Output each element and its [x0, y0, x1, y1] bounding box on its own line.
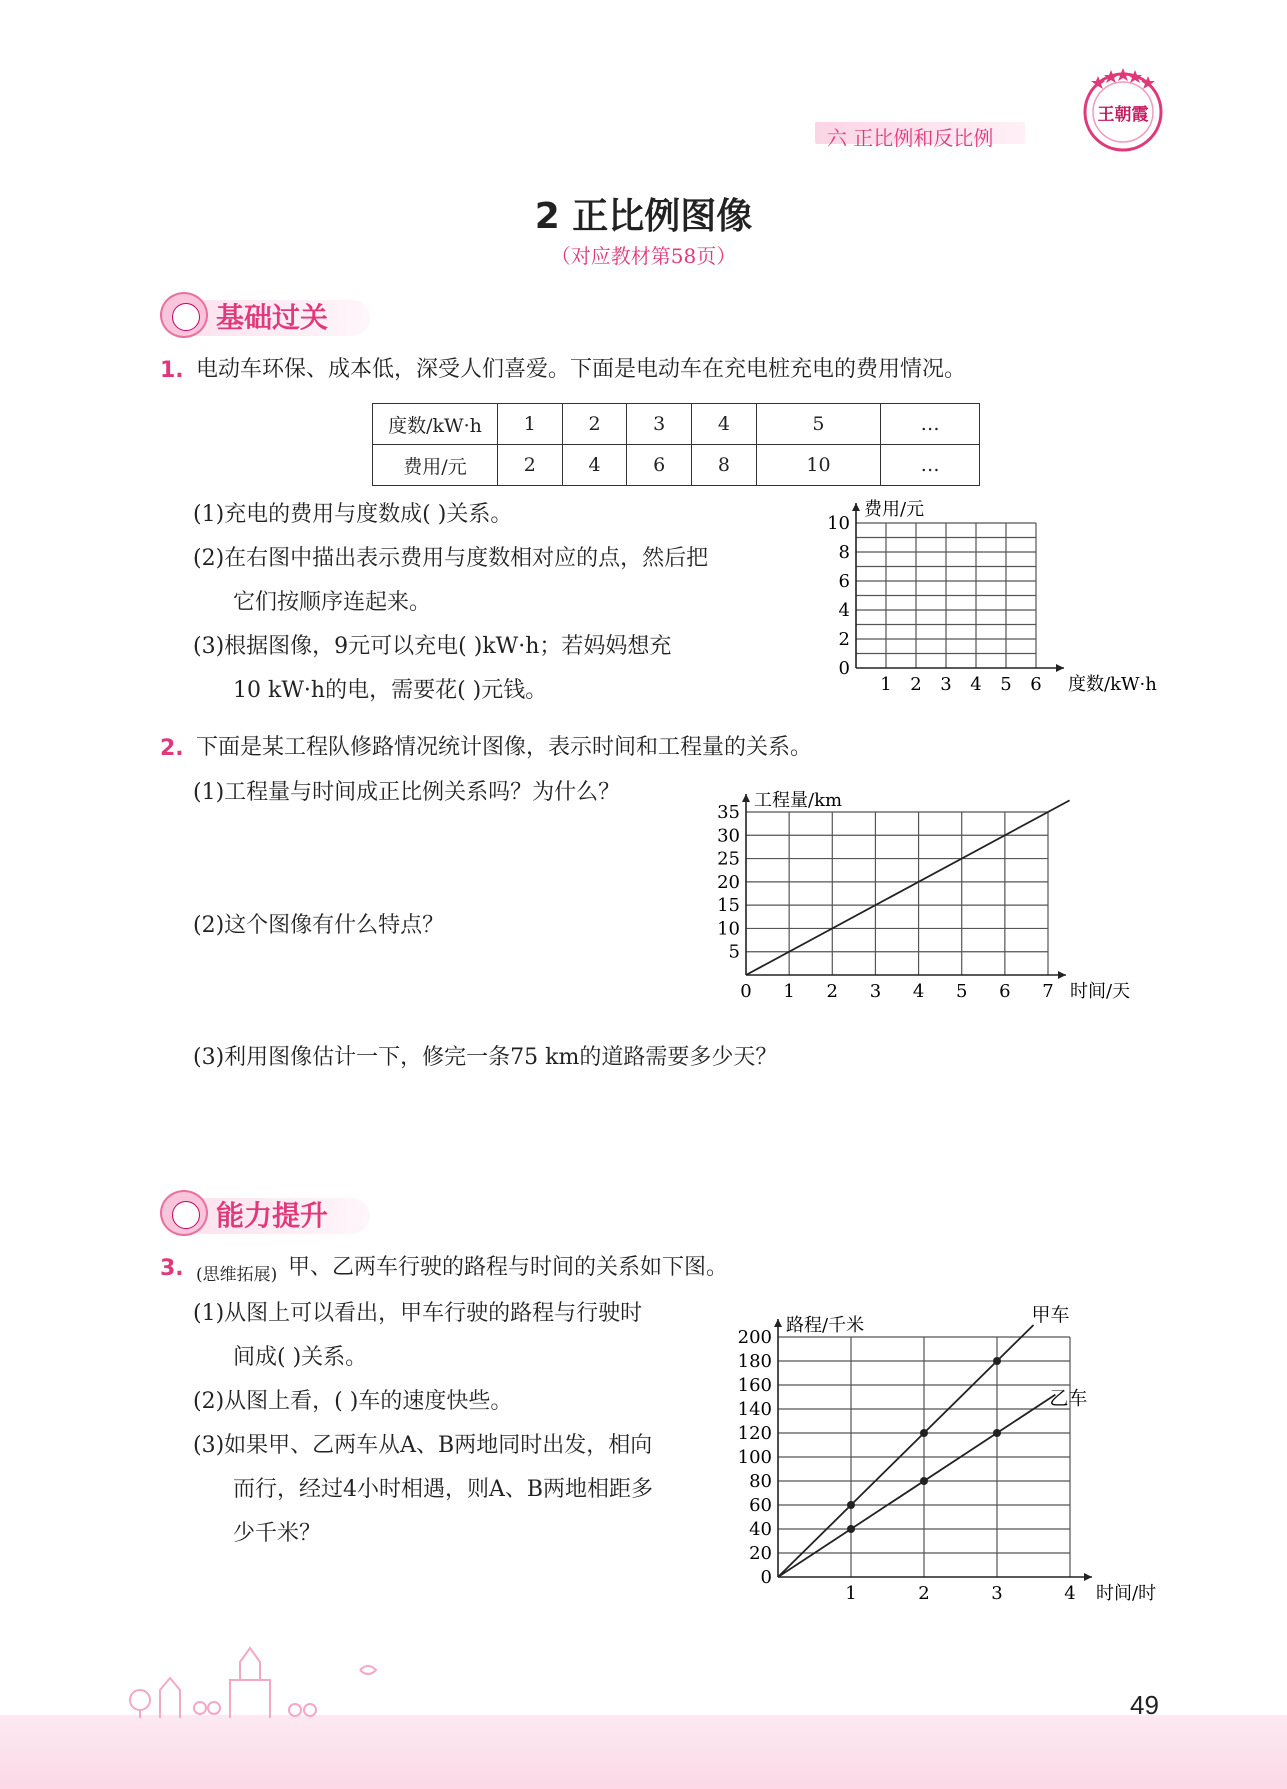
y-tick-label: 200 [737, 1327, 772, 1348]
question-2-sub1: (1)工程量与时间成正比例关系吗？为什么？ [193, 780, 621, 805]
section-basic-label: 基础过关 [216, 301, 329, 334]
chapter-title: 六 正比例和反比例 [827, 126, 994, 150]
y-tick-label: 60 [749, 1495, 772, 1516]
x-axis-label: 度数/kW·h [1068, 674, 1157, 695]
y-tick-label: 10 [717, 918, 740, 940]
table-cell: 5 [756, 404, 880, 445]
x-tick-label: 1 [880, 674, 892, 695]
section-advanced-header [160, 1190, 380, 1236]
x-tick-label: 3 [869, 981, 882, 1002]
data-point [920, 1477, 928, 1485]
question-1-sub3-line2: 10 kW·h的电，需要花( )元钱。 [233, 678, 548, 703]
data-point [847, 1501, 855, 1509]
page-title: 2 正比例图像 [534, 196, 753, 237]
question-3-tag: (思维拓展) [196, 1265, 278, 1285]
y-tick-label: 6 [838, 571, 850, 592]
y-tick-label: 35 [717, 802, 740, 823]
series-line-car-yi [778, 1395, 1055, 1577]
question-3-sub1-line2: 间成( )关系。 [233, 1345, 368, 1370]
table-cell: 10 [756, 445, 880, 486]
question-1-sub2-line2: 它们按顺序连起来。 [233, 590, 432, 615]
x-axis-label: 时间/天 [1070, 981, 1131, 1002]
y-tick-label: 0 [838, 658, 850, 679]
question-1-number: 1. [160, 358, 184, 383]
y-tick-label: 25 [717, 848, 740, 870]
question-1-text: 电动车环保、成本低，深受人们喜爱。下面是电动车在充电桩充电的费用情况。 [196, 357, 967, 382]
table-row [373, 404, 980, 445]
y-tick-label: 80 [749, 1471, 772, 1492]
section-basic-header [160, 292, 380, 338]
girl-avatar-icon [160, 292, 208, 338]
table-cell: 6 [627, 445, 692, 486]
x-axis-label: 时间/时 [1096, 1583, 1157, 1604]
y-tick-label: 15 [717, 895, 740, 917]
table-cell: 2 [498, 445, 563, 486]
footer-band [0, 1715, 1287, 1789]
table-cell: … [881, 404, 980, 445]
question-3-sub3-line2: 而行，经过4小时相遇，则A、B两地相距多 [233, 1477, 654, 1502]
series-label: 甲车 [1031, 1304, 1070, 1326]
y-tick-label: 20 [717, 871, 740, 893]
question-3-number: 3. [160, 1256, 184, 1281]
question-3-text: 甲、乙两车行驶的路程与时间的关系如下图。 [288, 1255, 729, 1280]
charging-data-table [372, 403, 980, 486]
data-point [993, 1357, 1001, 1365]
y-axis-arrow [774, 1319, 782, 1327]
y-axis-label: 路程/千米 [786, 1315, 865, 1336]
x-tick-label: 6 [1030, 674, 1042, 695]
x-tick-label: 2 [910, 674, 922, 695]
table-cell: 3 [627, 404, 692, 445]
y-tick-label: 5 [728, 941, 740, 963]
castle-decoration-icon [120, 1640, 400, 1720]
x-tick-label: 4 [1064, 1583, 1076, 1604]
x-tick-label: 7 [1042, 981, 1054, 1002]
y-tick-label: 140 [737, 1399, 772, 1420]
y-axis-label: 工程量/km [754, 790, 843, 811]
x-tick-label: 2 [918, 1583, 930, 1604]
x-tick-label: 6 [999, 981, 1011, 1002]
table-header-cell: 度数/kW·h [373, 404, 498, 445]
question-2-number: 2. [160, 736, 184, 761]
y-tick-label: 0 [760, 1567, 772, 1588]
logo-text: 王朝霞 [1097, 105, 1149, 125]
y-tick-label: 120 [737, 1423, 772, 1444]
chart-car-distance [730, 1295, 1170, 1615]
chart-road-work [700, 770, 1140, 1010]
x-axis-arrow [1084, 1573, 1092, 1581]
x-tick-label: 4 [970, 674, 982, 695]
series-line-road-work [746, 800, 1070, 975]
question-1-sub1: (1)充电的费用与度数成( )关系。 [193, 502, 513, 527]
data-point [920, 1429, 928, 1437]
question-1-sub2-line1: (2)在右图中描出表示费用与度数相对应的点，然后把 [193, 546, 709, 571]
y-tick-label: 10 [827, 513, 850, 534]
x-tick-label: 1 [783, 981, 795, 1002]
question-2-sub3: (3)利用图像估计一下，修完一条75 km的道路需要多少天？ [193, 1045, 778, 1070]
y-tick-label: 2 [838, 629, 850, 650]
table-cell: 1 [498, 404, 563, 445]
series-label: 乙车 [1049, 1387, 1088, 1410]
table-cell: 4 [692, 404, 757, 445]
y-tick-label: 30 [717, 825, 740, 847]
x-tick-label: 3 [940, 674, 952, 695]
x-tick-label: 1 [845, 1583, 857, 1604]
table-cell: 8 [692, 445, 757, 486]
x-axis-arrow [1058, 971, 1066, 979]
section-advanced-label: 能力提升 [216, 1199, 329, 1232]
question-2-text: 下面是某工程队修路情况统计图像，表示时间和工程量的关系。 [196, 735, 813, 760]
publisher-logo [1068, 62, 1178, 157]
boy-avatar-icon [160, 1190, 208, 1236]
y-axis-arrow [742, 794, 750, 802]
x-tick-label: 0 [740, 981, 752, 1002]
x-tick-label: 5 [955, 981, 968, 1002]
table-header-cell: 费用/元 [373, 445, 498, 486]
data-point [993, 1429, 1001, 1437]
y-tick-label: 180 [737, 1351, 772, 1372]
page-subtitle: （对应教材第58页） [550, 244, 737, 268]
x-tick-label: 4 [912, 981, 925, 1002]
y-tick-label: 40 [749, 1519, 772, 1540]
table-cell: 4 [562, 445, 627, 486]
table-cell: 2 [562, 404, 627, 445]
y-tick-label: 160 [737, 1375, 772, 1396]
x-tick-label: 5 [1000, 674, 1012, 695]
question-3-sub3-line1: (3)如果甲、乙两车从A、B两地同时出发，相向 [193, 1433, 653, 1458]
table-cell: … [881, 445, 980, 486]
question-3-sub2: (2)从图上看，( )车的速度快些。 [193, 1389, 513, 1414]
y-tick-label: 20 [749, 1543, 772, 1564]
question-3-sub3-line3: 少千米？ [233, 1521, 322, 1546]
y-tick-label: 8 [838, 542, 850, 563]
chart-charging-grid [820, 490, 1160, 710]
data-point [847, 1525, 855, 1533]
question-2-sub2: (2)这个图像有什么特点？ [193, 913, 445, 938]
y-tick-label: 100 [737, 1447, 772, 1468]
x-axis-arrow [1056, 664, 1064, 672]
question-3-sub1-line1: (1)从图上可以看出，甲车行驶的路程与行驶时 [193, 1301, 643, 1326]
x-tick-label: 3 [991, 1583, 1003, 1604]
question-1-sub3-line1: (3)根据图像，9元可以充电( )kW·h；若妈妈想充 [193, 634, 672, 659]
page-number: 49 [1130, 1690, 1159, 1720]
y-axis-arrow [852, 503, 860, 511]
y-tick-label: 4 [838, 600, 850, 621]
x-tick-label: 2 [826, 981, 839, 1002]
table-row [373, 445, 980, 486]
y-axis-label: 费用/元 [864, 499, 925, 520]
